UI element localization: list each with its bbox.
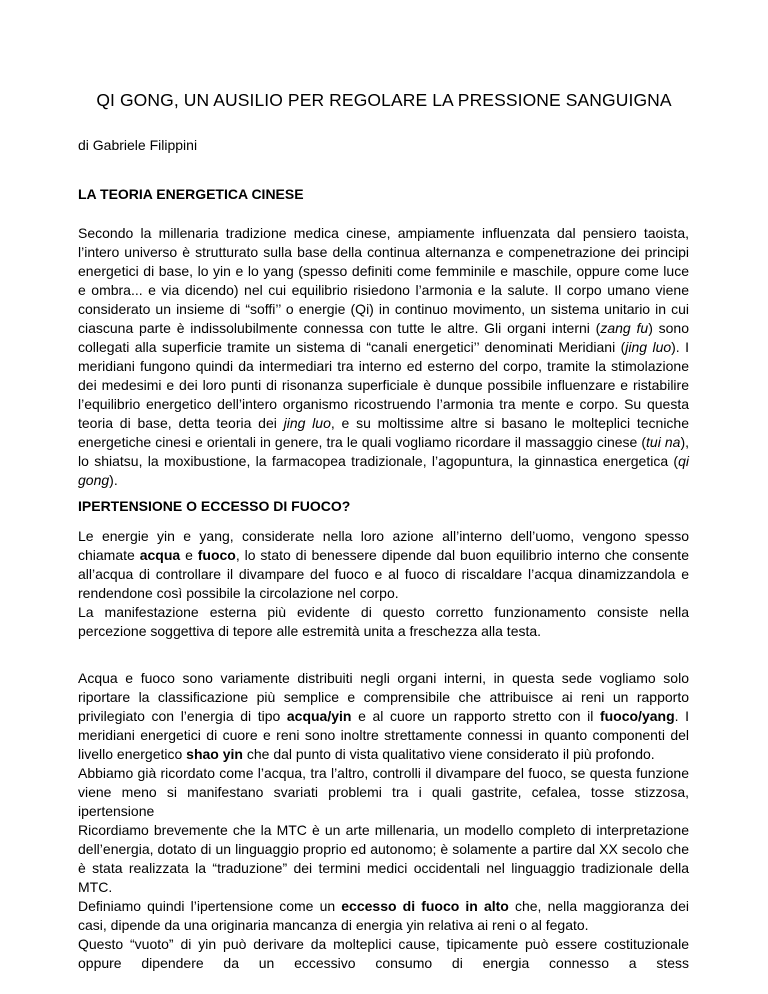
bold-term: eccesso di fuoco in alto bbox=[341, 898, 509, 914]
text-run: ). bbox=[109, 472, 118, 488]
text-run: Acqua e fuoco sono variamente distribuiti negli organi interni, in questa sede vogliamo solo riportare la classificazione più semplice e comprensibile che attribuisce ai reni un rapporto privilegiato con l’energia di tipo bbox=[78, 670, 689, 724]
paragraph-mtc: Ricordiamo brevemente che la MTC è un arte millenaria, un modello completo di interpretazione dell’energia, dotato di un linguaggio proprio ed autonomo; è solamente a partire dal XX secolo che è stata realizzata la “traduzione” dei termini medici occidentali nel linguaggio tradizionale della MTC. bbox=[78, 822, 689, 895]
section-heading-teoria: LA TEORIA ENERGETICA CINESE bbox=[78, 186, 304, 202]
author-line: di Gabriele Filippini bbox=[78, 137, 198, 153]
italic-term: qi gong bbox=[78, 453, 689, 488]
text-run: che dal punto di vista qualitativo viene considerato il più profondo. bbox=[242, 746, 655, 762]
paragraph-energie bbox=[78, 527, 689, 641]
bold-term: fuoco bbox=[197, 547, 236, 563]
document-title: QI GONG, UN AUSILIO PER REGOLARE LA PRESSIONE SANGUIGNA bbox=[96, 90, 672, 110]
paragraph-abbiamo: Abbiamo già ricordato come l’acqua, tra l’altro, controlli il divampare del fuoco, se questa funzione viene meno si manifestano svariati problemi tra i quali gastrite, cefalea, tosse stizzosa, ipertensione bbox=[78, 765, 689, 819]
section-heading-ipertensione: IPERTENSIONE O ECCESSO DI FUOCO? bbox=[78, 498, 351, 514]
italic-term: tui na bbox=[646, 434, 681, 450]
text-run: , lo stato di benessere dipende dal buon equilibrio interno che consente all’acqua di controllare il divampare del fuoco e al fuoco di riscaldare l’acqua dinamizzandola e rendendone così possibile la circolazione nel corpo. bbox=[78, 547, 689, 601]
italic-term: jing luo bbox=[625, 339, 672, 355]
text-run: e bbox=[180, 547, 198, 563]
paragraph-manifestazione: La manifestazione esterna più evidente di questo corretto funzionamento consiste nella percezione soggettiva di tepore alle estremità unita a freschezza alla testa. bbox=[78, 604, 689, 639]
text-run: . I meridiani energetici di cuore e reni sono inoltre strettamente connessi in quanto componenti del livello energetico bbox=[78, 708, 690, 762]
bold-term: acqua bbox=[139, 547, 181, 563]
paragraph-vuoto: Questo “vuoto” di yin può derivare da molteplici cause, tipicamente può essere costituzionale oppure dipendere da un eccessivo consumo di energia connesso a stess bbox=[78, 936, 689, 971]
text-run: ), lo shiatsu, la moxibustione, la farmacopea tradizionale, l’agopuntura, la ginnastica energetica ( bbox=[78, 434, 690, 469]
paragraph-acqua-fuoco bbox=[78, 669, 689, 973]
italic-term: jing luo bbox=[283, 415, 331, 431]
text-run: ) sono collegati alla superficie tramite un sistema di “canali energetici’’ denominati Meridiani ( bbox=[78, 320, 689, 355]
text-run: che, nella maggioranza dei casi, dipende da una originaria mancanza di energia yin relativa ai reni o al fegato. bbox=[78, 898, 689, 933]
text-run: ). I meridiani fungono quindi da intermediari tra interno ed esterno del corpo, tramite la stimolazione dei medesimi e dei loro punti di risonanza superficiale è dunque possibile influenzare e ristabilire l’equilibrio energetico dell’intero organismo ricostruendo l’armonia tra mente e corpo. Su questa teoria di base, detta teoria dei bbox=[78, 339, 689, 431]
italic-term: zang fu bbox=[600, 320, 649, 336]
text-run: Definiamo quindi l’ipertensione come un bbox=[78, 898, 342, 914]
bold-term: acqua/yin bbox=[286, 708, 352, 724]
bold-term: shao yin bbox=[186, 746, 243, 762]
text-run: Le energie yin e yang, considerate nella loro azione all’interno dell’uomo, vengono spesso chiamate bbox=[78, 528, 689, 563]
paragraph-teoria bbox=[78, 224, 689, 490]
bold-term: fuoco/yang bbox=[599, 708, 675, 724]
text-run: e al cuore un rapporto stretto con il bbox=[351, 708, 600, 724]
text-run: Secondo la millenaria tradizione medica cinese, ampiamente influenzata dal pensiero taoista, l’intero universo è strutturato sulla base della continua alternanza e compenetrazione dei principi energetici di base, lo yin e lo yang (spesso definiti come femminile e maschile, oppure come luce e ombra... e via dicendo) nel cui equilibrio risiedono l’armonia e la salute. Il corpo umano viene considerato un insieme di “soffi’’ o energie (Qi) in continuo movimento, un sistema unitario in cui ciascuna parte è indissolubilmente connessa con tutte le altre. Gli organi interni ( bbox=[78, 225, 689, 336]
text-run: , e su moltissime altre si basano le molteplici tecniche energetiche cinesi e orientali in genere, tra le quali vogliamo ricordare il massaggio cinese ( bbox=[78, 415, 689, 450]
